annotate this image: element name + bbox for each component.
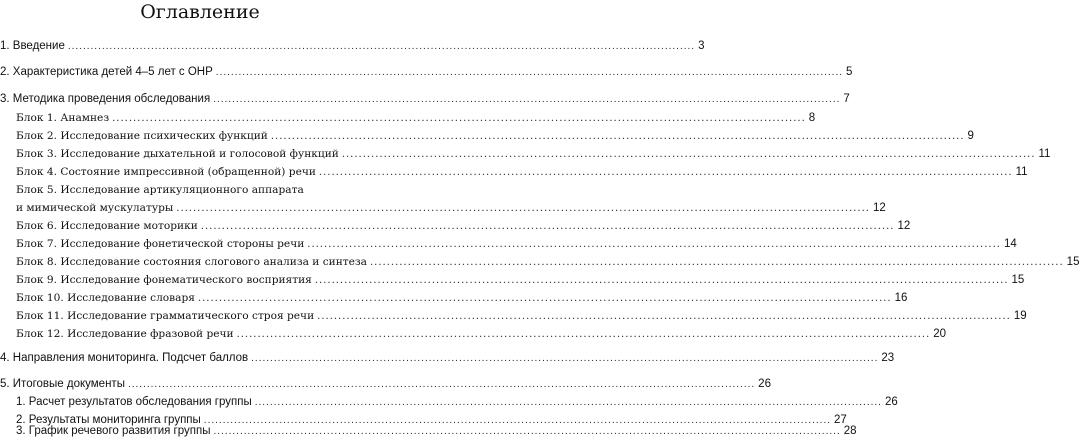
dot-leader: ...................................................................................................................................................................... bbox=[317, 311, 1011, 322]
toc-entry[interactable] bbox=[0, 38, 705, 55]
toc-entry-page: 7 bbox=[843, 93, 850, 105]
toc-entry[interactable] bbox=[0, 308, 1027, 325]
toc-entry-title: Блок 1. Анамнез bbox=[16, 112, 110, 124]
toc-entry[interactable] bbox=[0, 290, 908, 307]
dot-leader: ...................................................................................................................................................................... bbox=[215, 67, 843, 78]
dot-leader: ...................................................................................................................................................................... bbox=[254, 397, 882, 408]
dot-leader: ...................................................................................................................................................................... bbox=[176, 203, 870, 214]
toc-entry-title: Блок 2. Исследование психических функций bbox=[16, 130, 268, 142]
toc-entry[interactable] bbox=[0, 272, 1025, 289]
toc-entry[interactable] bbox=[0, 110, 816, 127]
toc-entry-title: 2. Результаты мониторинга группы bbox=[16, 414, 201, 426]
toc-entry-page: 11 bbox=[1015, 166, 1028, 178]
toc-entry-page: 15 bbox=[1066, 256, 1079, 268]
dot-leader: ...................................................................................................................................................................... bbox=[67, 41, 696, 52]
toc-entry-title: Блок 6. Исследование моторики bbox=[16, 220, 198, 232]
toc-entry-title: 5. Итоговые документы bbox=[0, 378, 125, 390]
dot-leader: ...................................................................................................................................................................... bbox=[251, 353, 879, 364]
dot-leader: ...................................................................................................................................................................... bbox=[203, 415, 831, 426]
toc-entry[interactable] bbox=[0, 218, 911, 235]
toc-entry-page: 9 bbox=[967, 130, 974, 142]
toc-entry[interactable] bbox=[0, 376, 771, 393]
toc-entry[interactable] bbox=[0, 350, 895, 367]
toc-entry-page: 20 bbox=[933, 328, 947, 340]
toc-entry[interactable] bbox=[0, 128, 974, 145]
toc-entry-page: 27 bbox=[834, 414, 847, 426]
toc-entry-title: 3. Методика проведения обследования bbox=[0, 93, 211, 105]
toc-entry-title: 3. График речевого развития группы bbox=[16, 425, 211, 437]
toc-entry[interactable] bbox=[0, 64, 853, 81]
toc-entry[interactable] bbox=[0, 91, 850, 108]
toc-entry-title: Блок 4. Состояние импрессивной (обращенной) речи bbox=[16, 166, 316, 178]
dot-leader: ...................................................................................................................................................................... bbox=[213, 426, 841, 437]
toc-entry-page: 15 bbox=[1011, 274, 1025, 286]
dot-leader: ...................................................................................................................................................................... bbox=[318, 167, 1013, 178]
toc-entry-page: 12 bbox=[872, 202, 886, 214]
toc-entry-page: 23 bbox=[881, 352, 895, 364]
toc-entry-page: 12 bbox=[897, 220, 911, 232]
toc-entry-title: 2. Характеристика детей 4–5 лет с ОНР bbox=[0, 66, 213, 78]
toc-entry-title: Блок 12. Исследование фразовой речи bbox=[16, 328, 234, 340]
dot-leader: ...................................................................................................................................................................... bbox=[112, 113, 806, 124]
toc-entry[interactable] bbox=[0, 326, 947, 343]
toc-entry-title: Блок 5. Исследование артикуляционного аппарата bbox=[16, 184, 304, 196]
toc-entry[interactable] bbox=[0, 146, 1051, 163]
toc-entry-title: Блок 11. Исследование грамматического строя речи bbox=[16, 310, 315, 322]
page-title: Оглавление bbox=[140, 1, 260, 23]
dot-leader: ...................................................................................................................................................................... bbox=[307, 239, 1001, 250]
toc-entry-page: 5 bbox=[846, 66, 853, 78]
dot-leader: ...................................................................................................................................................................... bbox=[370, 257, 1064, 268]
dot-leader: ...................................................................................................................................................................... bbox=[213, 94, 841, 105]
toc-entry[interactable] bbox=[0, 423, 857, 440]
toc-entry-title: Блок 7. Исследование фонетической стороны речи bbox=[16, 238, 305, 250]
toc-entry-page: 26 bbox=[884, 396, 898, 408]
toc-entry[interactable] bbox=[0, 164, 1028, 181]
toc-entry-title: Блок 9. Исследование фонематического восприятия bbox=[16, 274, 312, 286]
toc-entry-page: 19 bbox=[1013, 310, 1027, 322]
toc-entry-title: Блок 8. Исследование состояния слогового анализа и синтеза bbox=[16, 256, 367, 268]
toc-entry-page: 28 bbox=[843, 425, 857, 437]
toc-entry[interactable] bbox=[0, 394, 898, 411]
dot-leader: ...................................................................................................................................................................... bbox=[200, 221, 895, 232]
toc-entry[interactable] bbox=[0, 254, 1079, 271]
toc-entry-title: 1. Расчет результатов обследования группы bbox=[16, 396, 252, 408]
toc-entry-page: 14 bbox=[1003, 238, 1017, 250]
toc-entry-title: Блок 3. Исследование дыхательной и голосовой функций bbox=[16, 148, 339, 160]
toc-entry-title: 1. Введение bbox=[0, 40, 65, 52]
dot-leader: ...................................................................................................................................................................... bbox=[236, 329, 931, 340]
toc-entry-page: 11 bbox=[1038, 148, 1051, 160]
dot-leader: ...................................................................................................................................................................... bbox=[314, 275, 1009, 286]
toc-entry-page: 3 bbox=[698, 40, 705, 52]
toc-entry[interactable] bbox=[0, 200, 886, 217]
toc-entry-page: 16 bbox=[894, 292, 908, 304]
dot-leader: ...................................................................................................................................................................... bbox=[127, 379, 756, 390]
toc-entry-page: 26 bbox=[758, 378, 771, 390]
dot-leader: ...................................................................................................................................................................... bbox=[341, 149, 1036, 160]
dot-leader: ...................................................................................................................................................................... bbox=[197, 293, 892, 304]
toc-entry-title: Блок 10. Исследование словаря bbox=[16, 292, 195, 304]
toc-entry[interactable] bbox=[0, 236, 1017, 253]
dot-leader: ...................................................................................................................................................................... bbox=[270, 131, 965, 142]
toc-entry[interactable] bbox=[0, 182, 400, 199]
toc-entry-page: 8 bbox=[808, 112, 816, 124]
toc-entry-title: и мимической мускулатуры bbox=[16, 202, 174, 214]
toc-entry-title: 4. Направления мониторинга. Подсчет баллов bbox=[0, 352, 249, 364]
